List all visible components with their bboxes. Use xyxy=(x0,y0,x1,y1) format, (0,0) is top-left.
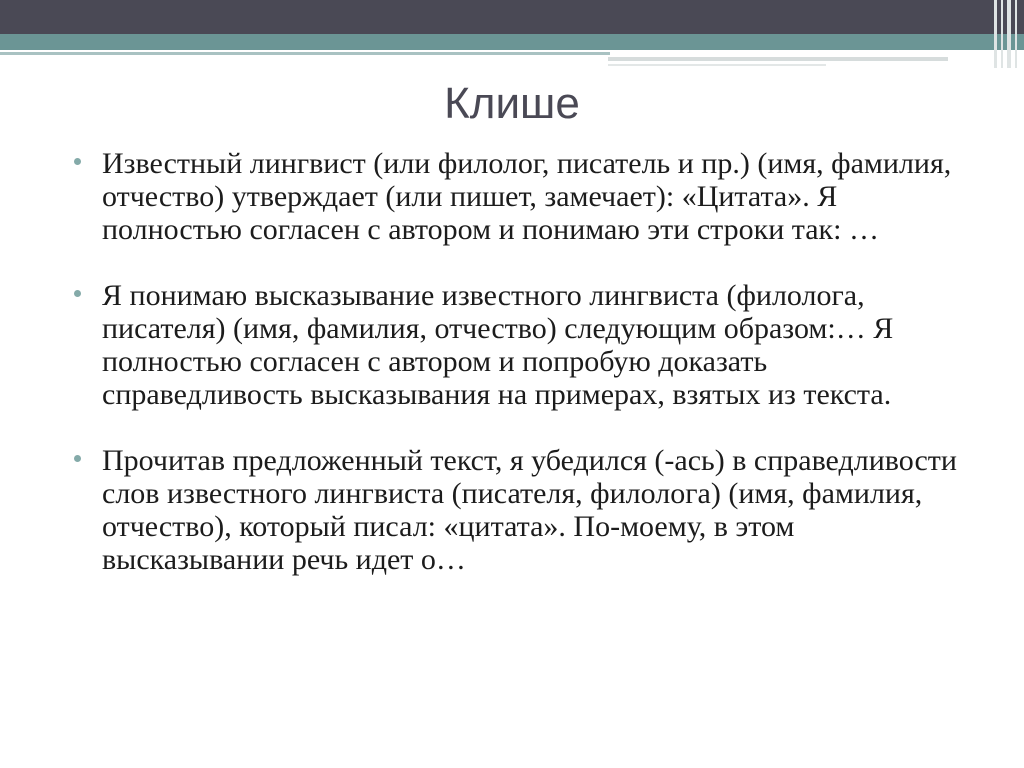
bullet-dot-icon xyxy=(74,158,81,165)
header-grey-line xyxy=(608,57,948,61)
bullet-text: Я понимаю высказывание известного лингвиста (филолога, писателя) (имя, фамилия, отчество) следующим образом:… Я полностью согласен с автором и попробую доказать справедливость высказывания на примерах, взятых из текста. xyxy=(102,279,894,411)
bullet-item xyxy=(72,147,972,246)
header-grey-line-thin xyxy=(608,64,826,66)
header-dark-bar xyxy=(0,0,1024,34)
slide-title: Клише xyxy=(444,79,580,128)
header-teal-band xyxy=(0,34,1024,50)
bullet-text: Прочитав предложенный текст, я убедился (-ась) в справедливости слов известного лингвиста (писателя, филолога) (имя, фамилия, отчество), который писал: «цитата». По-моему, в этом высказывании речь идет о… xyxy=(102,444,957,576)
bullet-list xyxy=(72,147,972,609)
header-vertical-stripes xyxy=(990,0,1024,68)
bullet-item xyxy=(72,279,972,411)
bullet-text: Известный лингвист (или филолог, писатель и пр.) (имя, фамилия, отчество) утверждает (или пишет, замечает): «Цитата». Я полностью согласен с автором и понимаю эти строки так: … xyxy=(102,147,952,246)
header-accent-line xyxy=(0,52,610,55)
bullet-dot-icon xyxy=(74,290,81,297)
bullet-dot-icon xyxy=(74,455,81,462)
bullet-item xyxy=(72,444,972,576)
